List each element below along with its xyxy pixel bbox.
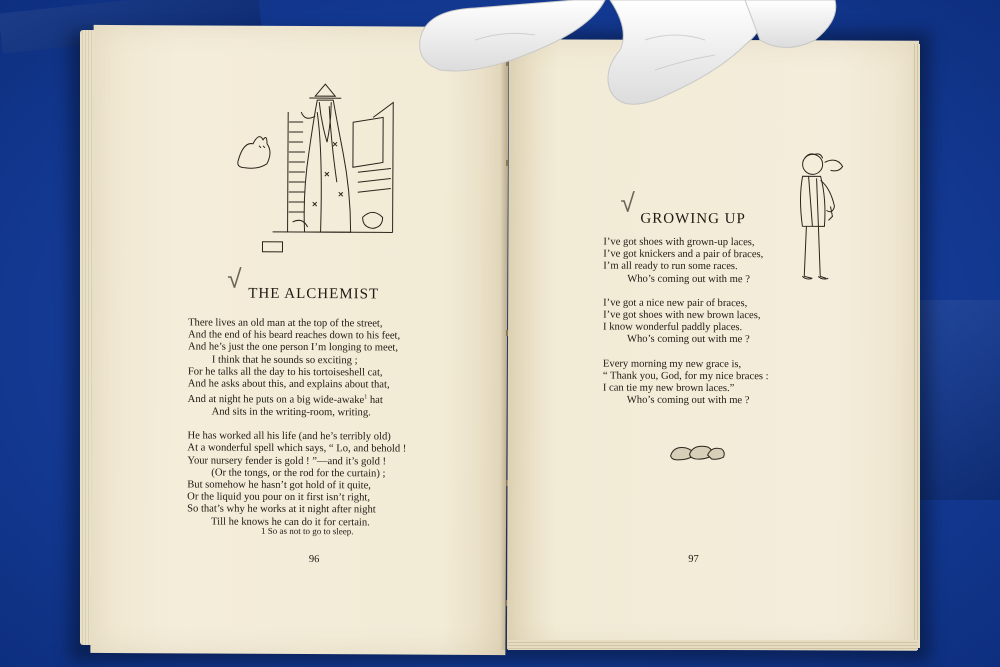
poem-line: And the end of his beard reaches down to his feet, [187,329,401,342]
poem-title: THE ALCHEMIST [248,285,380,303]
poem-line-text: hat [369,395,383,407]
stanza [603,358,769,407]
poem-line: But somehow he hasn’t got hold of it quite, [187,479,371,492]
stanza [603,237,769,286]
page-number: 96 [308,554,320,566]
stanza [603,297,769,346]
poem-line: Who’s coming out with me ? [627,273,750,285]
alchemist-illustration [232,82,408,258]
poem-line: So that’s why he works at it night after night [187,503,376,516]
check-mark-icon: √ [620,188,635,219]
stanza [187,431,406,530]
poem-line: And he asks about this, and explains about that, [187,378,390,391]
poem-line: He has worked all his life (and he’s terribly old) [187,430,391,443]
page-number: 97 [688,553,699,565]
poem-line: I’ve got shoes with grown-up laces, [603,236,755,249]
poem-line: There lives an old man at the top of the street, [188,317,383,330]
footnote-text: So as not to go to sleep. [267,525,354,537]
poem-line: For he talks all the day to his tortoiseshell cat, [187,366,383,379]
page-edges-right [912,44,920,648]
poem-line: I’ve got knickers and a pair of braces, [603,248,764,261]
poem-body [603,237,769,420]
poem-line: Who’s coming out with me ? [626,334,750,346]
poem-title: GROWING UP [640,210,746,228]
poem-line: I’m all ready to run some races. [603,261,738,273]
poem-line-text: And at night he puts on a big wide-awake [187,394,365,407]
poem-line: (Or the tongs, or the rod for the curtain) ; [211,467,386,480]
page-edges-bottom [508,640,918,650]
poem-line: And he’s just the one person I’m longing to meet, [187,341,399,354]
poem-line: At a wonderful spell which says, “ Lo, and behold ! [187,442,407,455]
poem-line: I know wonderful paddly places. [603,321,743,334]
child-illustration [790,148,850,288]
stanza [188,317,407,419]
poem-line: And sits in the writing-room, writing. [211,406,371,419]
poem-body [187,317,407,541]
left-page [90,25,508,655]
poem-line: I’ve got a nice new pair of braces, [603,297,748,309]
white-glove [415,0,855,110]
poem-line: Your nursery fender is gold ! ”—and it’s gold ! [187,454,387,468]
poem-line: Who’s coming out with me ? [626,394,750,407]
shoes-vignette [668,442,728,464]
poem-line: “ Thank you, God, for my nice braces : [602,370,769,383]
poem-line: Till he knows he can do it for certain. [211,516,370,528]
poem-line: I can tie my new brown laces.” [602,382,735,395]
footnote [261,526,354,536]
poem-line: Or the liquid you pour on it first isn’t right, [187,491,371,504]
poem-line: Every morning my new grace is, [602,358,742,370]
right-page [507,39,919,650]
footnote-ref: 1 [364,394,368,401]
poem-line: I think that he sounds so exciting ; [211,354,358,366]
check-mark-icon: √ [227,264,242,295]
poem-line: I’ve got shoes with new brown laces, [603,309,761,322]
footnote-marker: 1 [260,525,266,536]
poem-line [188,391,407,408]
cloth-fold [920,300,1000,500]
